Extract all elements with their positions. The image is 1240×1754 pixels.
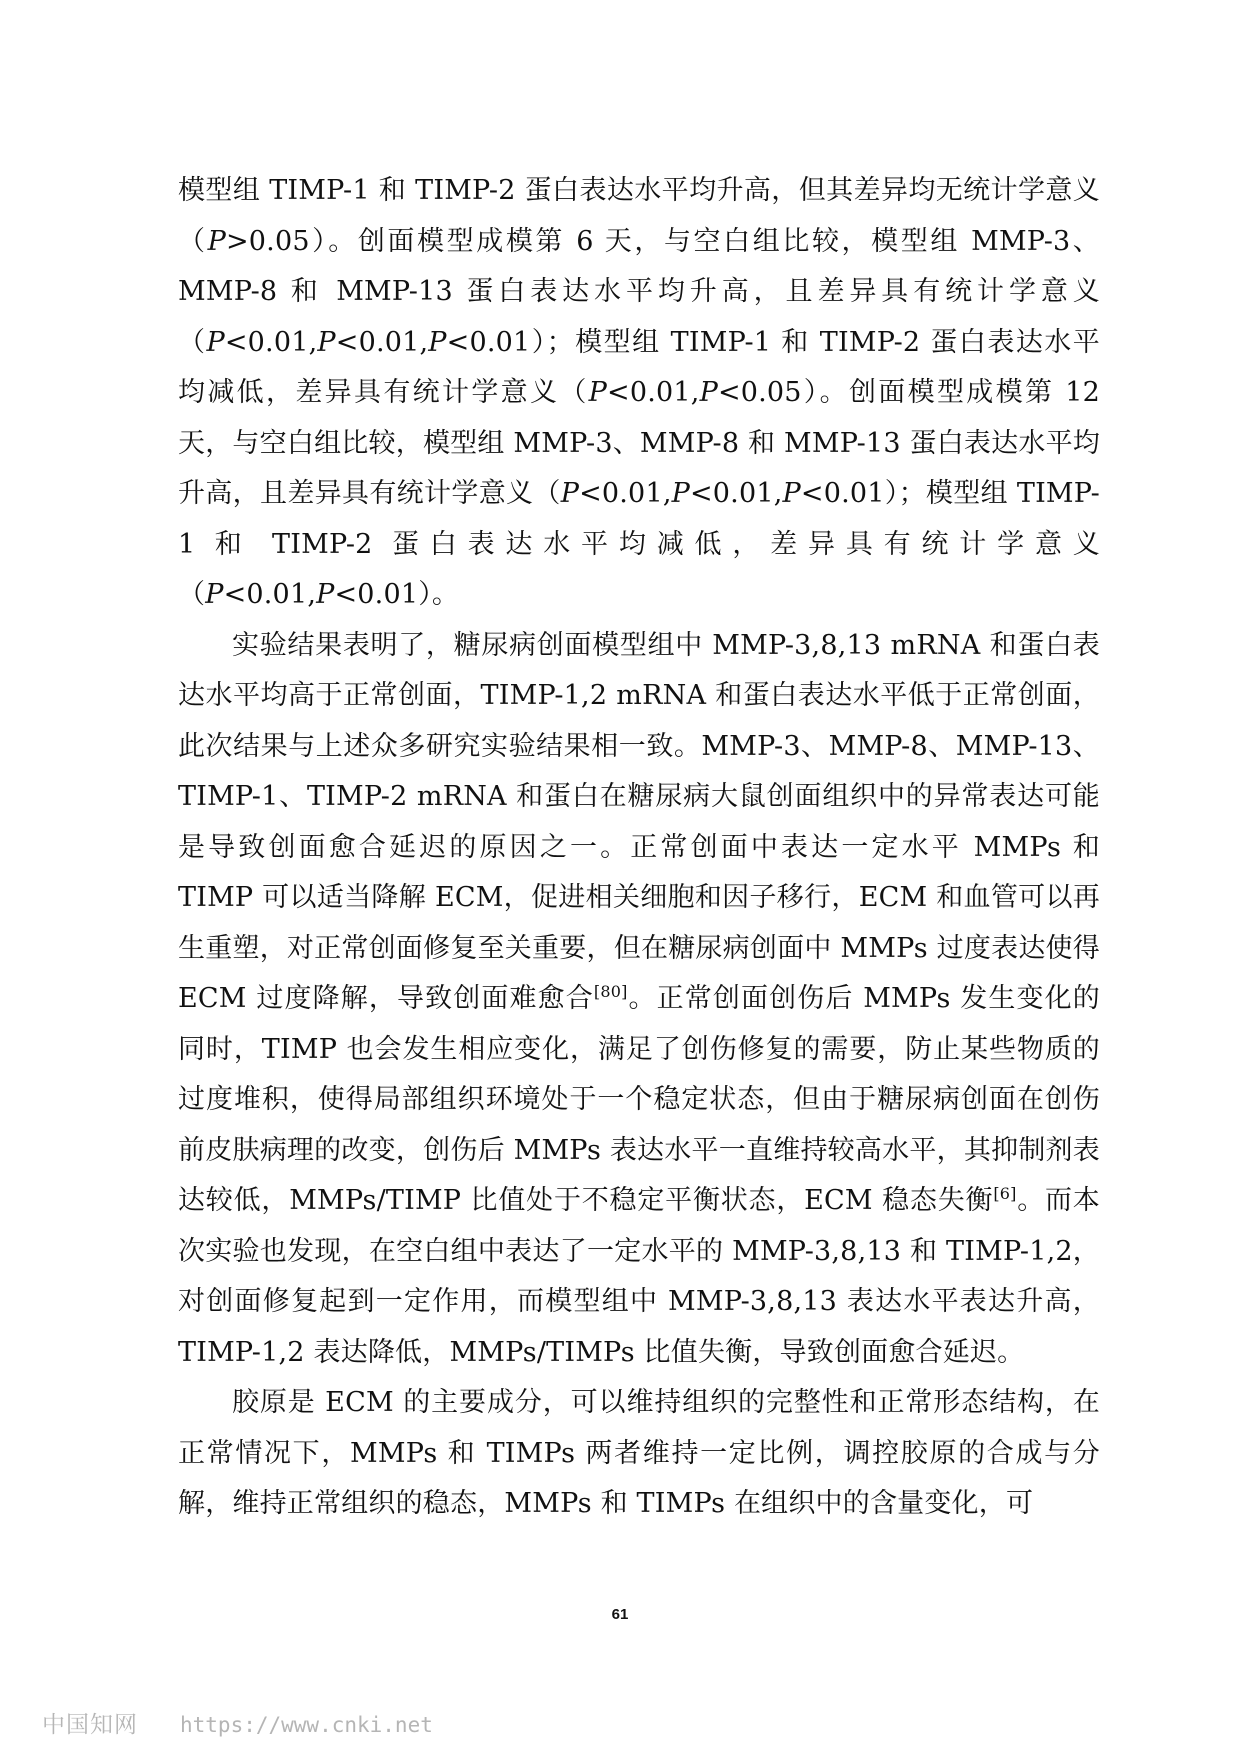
text-run: 。正常创面创伤后 MMPs 发生变化的同时，TIMP 也会发生相应变化，满足了创伤修复的需要，防止某些物质的过度堆积，使得局部组织环境处于一个稳定状态，但由于糖尿病创面在创伤前皮肤病理的改变，创伤后 MMPs 表达水平一直维持较高水平，其抑制剂表达较低，MMPs/TIMP 比值处于不稳定平衡状态，ECM 稳态失衡 (178, 983, 1101, 1216)
watermark (42, 1706, 433, 1739)
paragraph (178, 1378, 1100, 1530)
italic-symbol: P (205, 579, 224, 610)
text-run: <0.01, (689, 478, 783, 509)
italic-symbol: P (671, 478, 690, 509)
text-run: <0.05）。创面模型成模第 12 天，与空白组比较，模型组 MMP-3、MMP-8 和 MMP-13 蛋白表达水平均升高，且差异具有统计学意义（ (178, 377, 1100, 509)
text-run: <0.01）；模型组 TIMP-1 和 TIMP-2 蛋白表达水平均减低，差异具有统计学意义（ (178, 478, 1100, 610)
watermark-logo: 中国知网 (42, 1712, 138, 1738)
text-run: 胶原是 ECM 的主要成分，可以维持组织的完整性和正常形态结构，在正常情况下，MMPs 和 TIMPs 两者维持一定比例，调控胶原的合成与分解，维持正常组织的稳态，MMPs 和 TIMPs 在组织中的含量变化，可 (178, 1387, 1100, 1519)
italic-symbol: P (207, 225, 226, 257)
text-run: 。而本次实验也发现，在空白组中表达了一定水平的 MMP-3,8,13 和 TIMP-1,2，对创面修复起到一定作用，而模型组中 MMP-3,8,13 表达水平表达升高，TIMP-1,2 表达降低，MMPs/TIMPs 比值失衡，导致创面愈合延迟。 (178, 1185, 1100, 1368)
watermark-url: https://www.cnki.net (180, 1713, 433, 1737)
text-run: <0.01）。 (334, 579, 460, 610)
text-run: <0.01）；模型组 TIMP-1 和 TIMP-2 蛋白表达水平均减低，差异具有统计学意义（ (178, 326, 1100, 408)
paragraph (178, 166, 1100, 621)
paragraph (178, 621, 1100, 1379)
citation-ref: [6] (993, 1184, 1017, 1203)
text-run: >0.05）。创面模型成模第 6 天，与空白组比较，模型组 MMP-3、MMP-8 和 MMP-13 蛋白表达水平均升高，且差异具有统计学意义（ (178, 225, 1100, 358)
page-number: 61 (611, 1606, 629, 1623)
italic-symbol: P (782, 478, 801, 509)
italic-symbol: P (317, 326, 336, 358)
text-run: <0.01, (607, 377, 700, 408)
italic-symbol: P (588, 377, 608, 408)
italic-symbol: P (699, 377, 718, 408)
text-run: <0.01, (579, 478, 672, 509)
italic-symbol: P (316, 579, 335, 610)
text-run: <0.01, (335, 326, 429, 358)
italic-symbol: P (428, 326, 447, 358)
text-run: 模型组 TIMP-1 和 TIMP-2 蛋白表达水平均升高，但其差异均无统计学意义（ (178, 175, 1100, 257)
italic-symbol: P (206, 326, 225, 358)
body-text (178, 166, 1100, 1530)
text-run: <0.01, (223, 579, 317, 610)
italic-symbol: P (560, 478, 580, 509)
text-run: <0.01, (224, 326, 318, 358)
citation-ref: [80] (593, 982, 628, 1001)
text-run: 实验结果表明了，糖尿病创面模型组中 MMP-3,8,13 mRNA 和蛋白表达水平均高于正常创面，TIMP-1,2 mRNA 和蛋白表达水平低于正常创面，此次结果与上述众多研究实验结果相一致。MMP-3、MMP-8、MMP-13、TIMP-1、TIMP-2 mRNA 和蛋白在糖尿病大鼠创面组织中的异常表达可能是导致创面愈合延迟的原因之一。正常创面中表达一定水平 MMPs 和 TIMP 可以适当降解 ECM，促进相关细胞和因子移行，ECM 和血管可以再生重塑，对正常创面修复至关重要，但在糖尿病创面中 MMPs 过度表达使得 ECM 过度降解，导致创面难愈合 (178, 629, 1100, 1014)
